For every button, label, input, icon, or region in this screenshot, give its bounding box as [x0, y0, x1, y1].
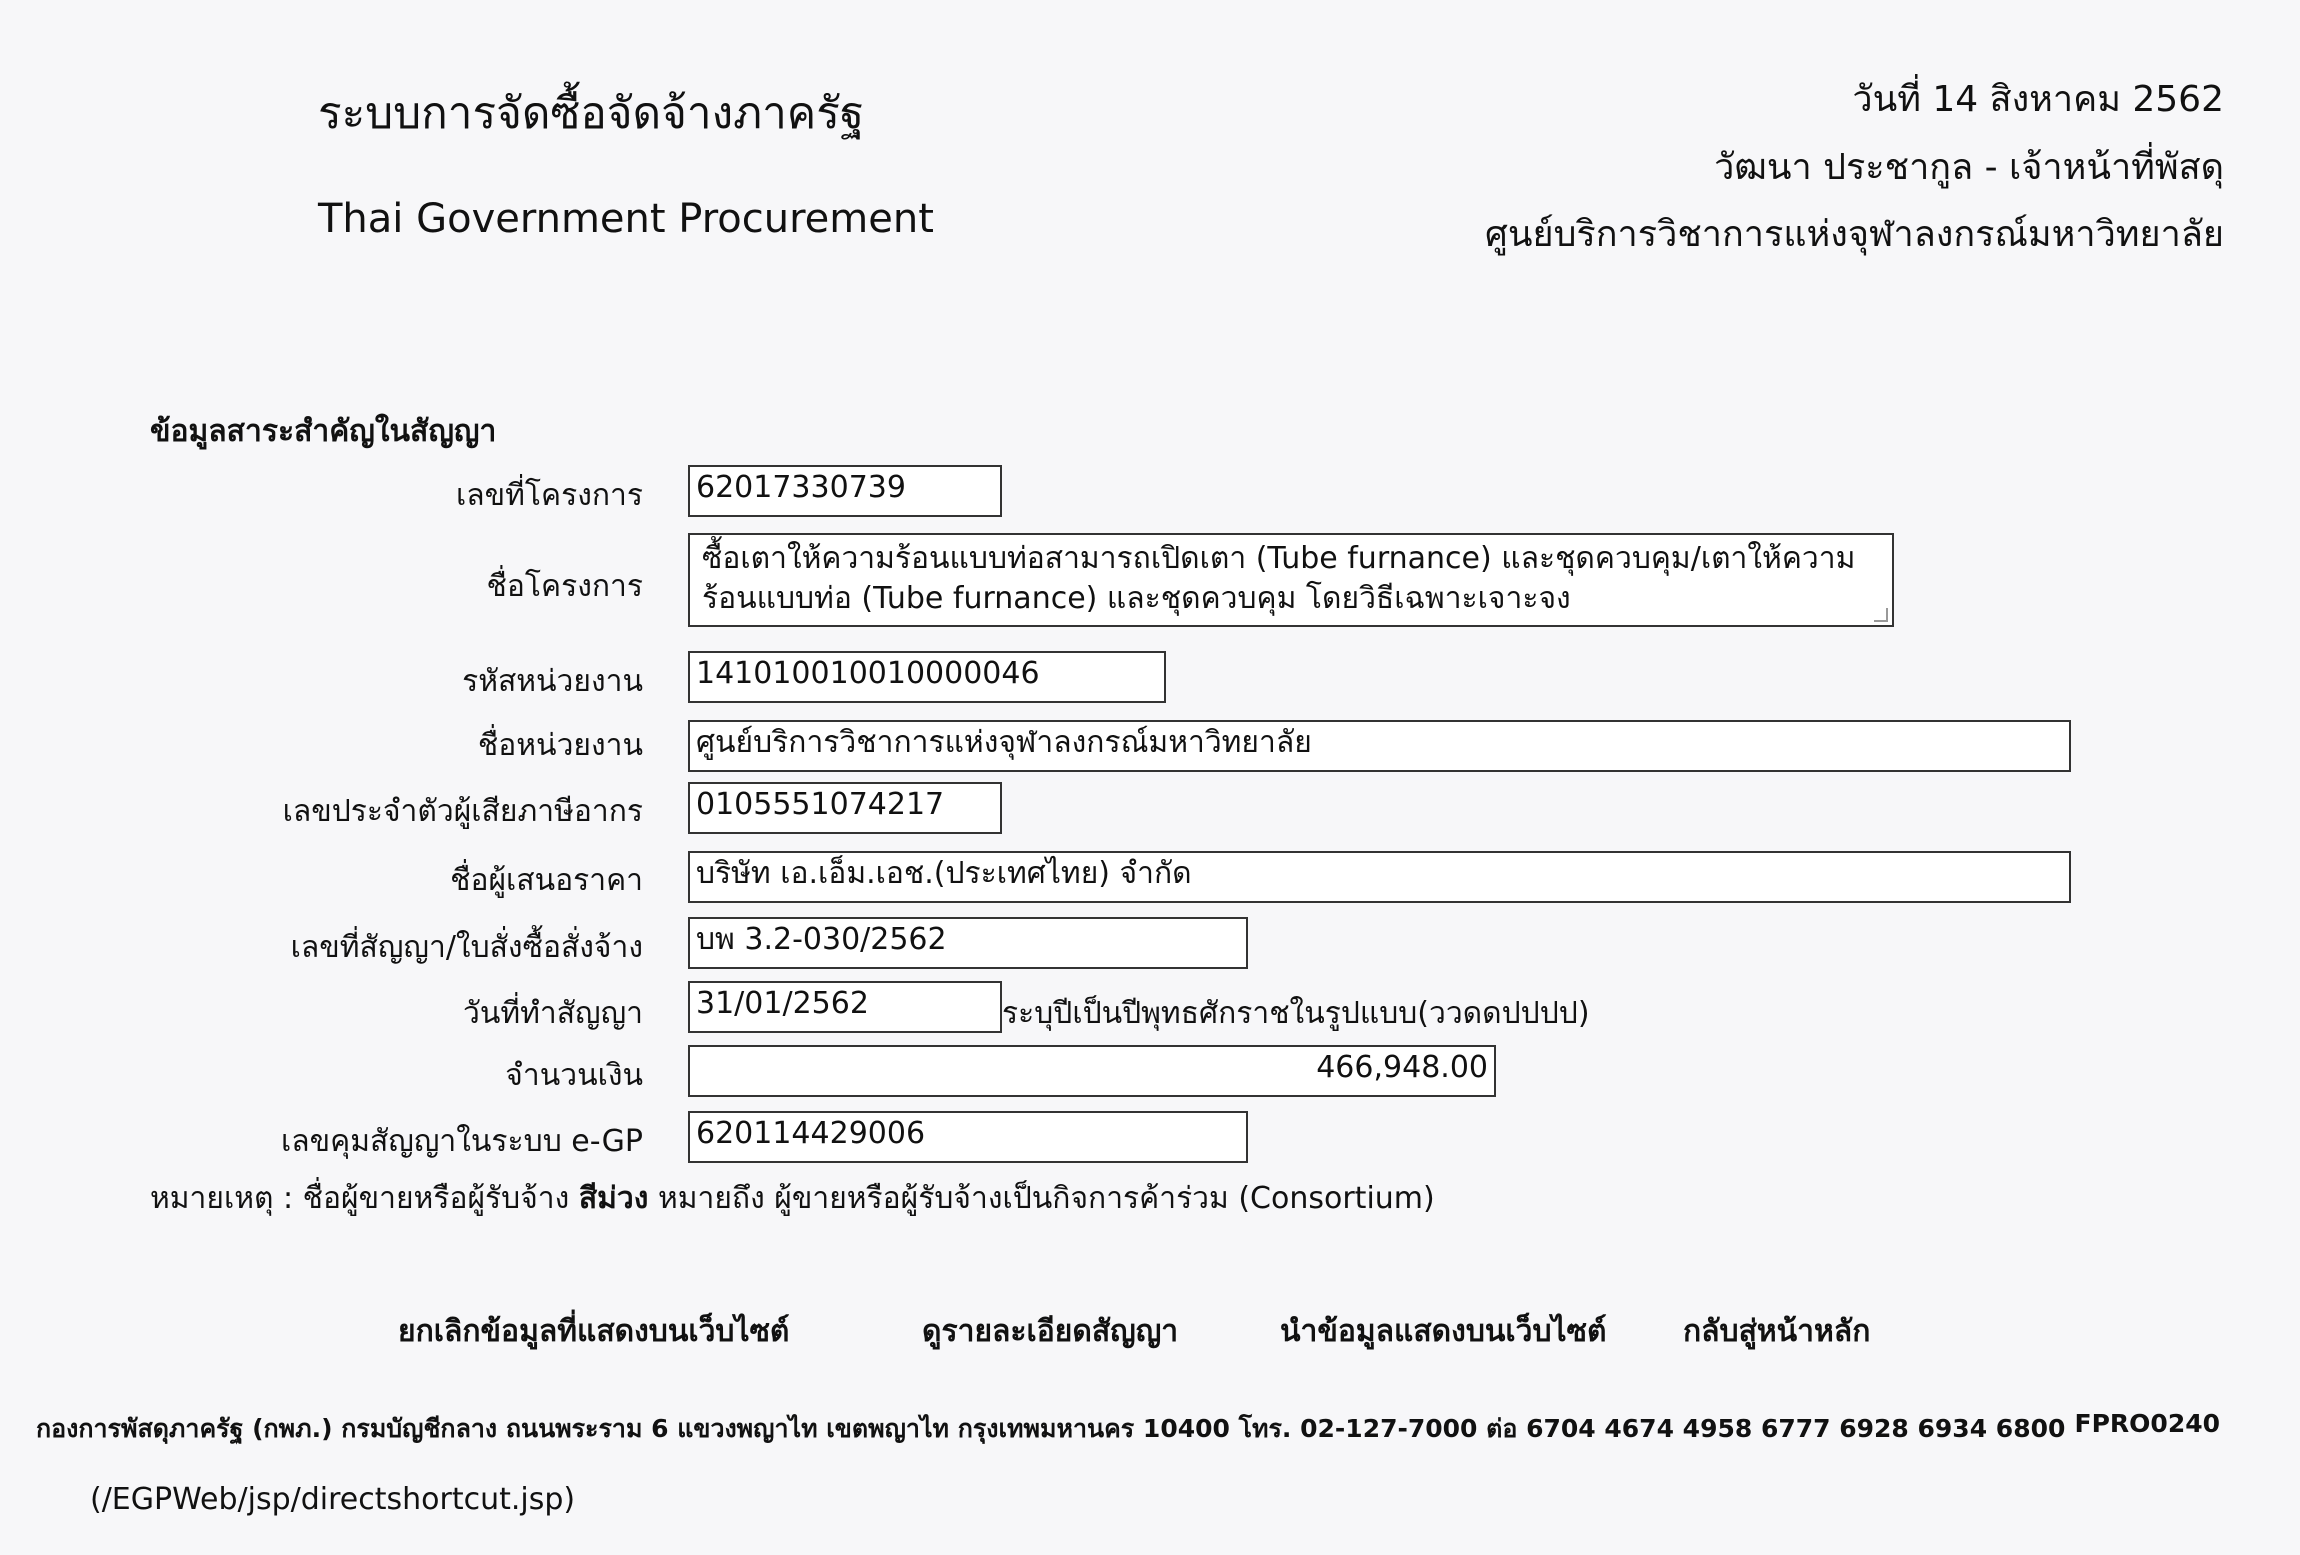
note-prefix: หมายเหตุ : ชื่อผู้ขายหรือผู้รับจ้าง: [150, 1181, 579, 1216]
contract-date-field[interactable]: 31/01/2562: [688, 981, 1002, 1033]
footer-address: กองการพัสดุภาครัฐ (กพภ.) กรมบัญชีกลาง ถนนพระราม 6 แขวงพญาไท เขตพญาไท กรุงเทพมหานคร 10400 โทร. 02-127-7000 ต่อ 6704 4674 4958 6777 6928 6934 6800: [36, 1414, 2066, 1443]
page-path: (/EGPWeb/jsp/directshortcut.jsp): [90, 1482, 576, 1517]
contract-no-label: เลขที่สัญญา/ใบสั่งซื้อสั่งจ้าง: [290, 930, 643, 965]
amount-label: จำนวนเงิน: [505, 1058, 643, 1093]
contract-date-label: วันที่ทำสัญญา: [462, 996, 643, 1031]
header-date: วันที่ 14 สิงหาคม 2562: [1852, 79, 2224, 120]
bidder-label: ชื่อผู้เสนอราคา: [450, 863, 643, 898]
section-title: ข้อมูลสาระสำคัญในสัญญา: [150, 414, 497, 449]
project-no-field[interactable]: 62017330739: [688, 465, 1002, 517]
back-home-link[interactable]: กลับสู่หน้าหลัก: [1683, 1314, 1871, 1349]
page-code: FPRO0240: [2074, 1409, 2220, 1438]
project-name-textarea[interactable]: [688, 533, 1894, 627]
resize-handle[interactable]: [1874, 608, 1888, 622]
project-name-label: ชื่อโครงการ: [486, 569, 643, 604]
agency-name-field[interactable]: ศูนย์บริการวิชาการแห่งจุฬาลงกรณ์มหาวิทยาลัย: [688, 720, 2071, 772]
header-user: วัฒนา ประชากูล - เจ้าหน้าที่พัสดุ: [1714, 147, 2224, 188]
contract-no-field[interactable]: บพ 3.2-030/2562: [688, 917, 1248, 969]
agency-code-label: รหัสหน่วยงาน: [462, 664, 643, 699]
publish-link[interactable]: นำข้อมูลแสดงบนเว็บไซต์: [1280, 1314, 1607, 1349]
project-no-label: เลขที่โครงการ: [456, 478, 643, 513]
project-name-text: ซื้อเตาให้ความร้อนแบบท่อสามารถเปิดเตา (Tube furnance) และชุดควบคุม/เตาให้ความร้อนแบบท่อ (Tube furnance) และชุดควบคุม โดยวิธีเฉพาะเจาะจง: [702, 541, 1856, 616]
bidder-field[interactable]: บริษัท เอ.เอ็ม.เอช.(ประเทศไทย) จำกัด: [688, 851, 2071, 903]
cancel-publish-link[interactable]: ยกเลิกข้อมูลที่แสดงบนเว็บไซต์: [398, 1314, 790, 1349]
egp-no-field[interactable]: 620114429006: [688, 1111, 1248, 1163]
view-contract-link[interactable]: ดูรายละเอียดสัญญา: [922, 1314, 1179, 1349]
note-highlight: สีม่วง: [578, 1181, 649, 1216]
system-title-th: ระบบการจัดซื้อจัดจ้างภาครัฐ: [318, 88, 865, 139]
system-title-en: Thai Government Procurement: [318, 196, 934, 242]
tax-id-field[interactable]: 0105551074217: [688, 782, 1002, 834]
amount-field[interactable]: 466,948.00: [688, 1045, 1496, 1097]
agency-name-label: ชื่อหน่วยงาน: [477, 728, 643, 763]
header-org: ศูนย์บริการวิชาการแห่งจุฬาลงกรณ์มหาวิทยาลัย: [1485, 214, 2224, 255]
agency-code-field[interactable]: 141010010010000046: [688, 651, 1166, 703]
date-format-hint: ระบุปีเป็นปีพุทธศักราชในรูปแบบ(ววดดปปปป): [1002, 996, 1590, 1031]
egp-no-label: เลขคุมสัญญาในระบบ e-GP: [281, 1124, 643, 1159]
consortium-note: [150, 1175, 1435, 1222]
tax-id-label: เลขประจำตัวผู้เสียภาษีอากร: [282, 794, 643, 829]
note-suffix: หมายถึง ผู้ขายหรือผู้รับจ้างเป็นกิจการค้าร่วม (Consortium): [648, 1181, 1435, 1216]
